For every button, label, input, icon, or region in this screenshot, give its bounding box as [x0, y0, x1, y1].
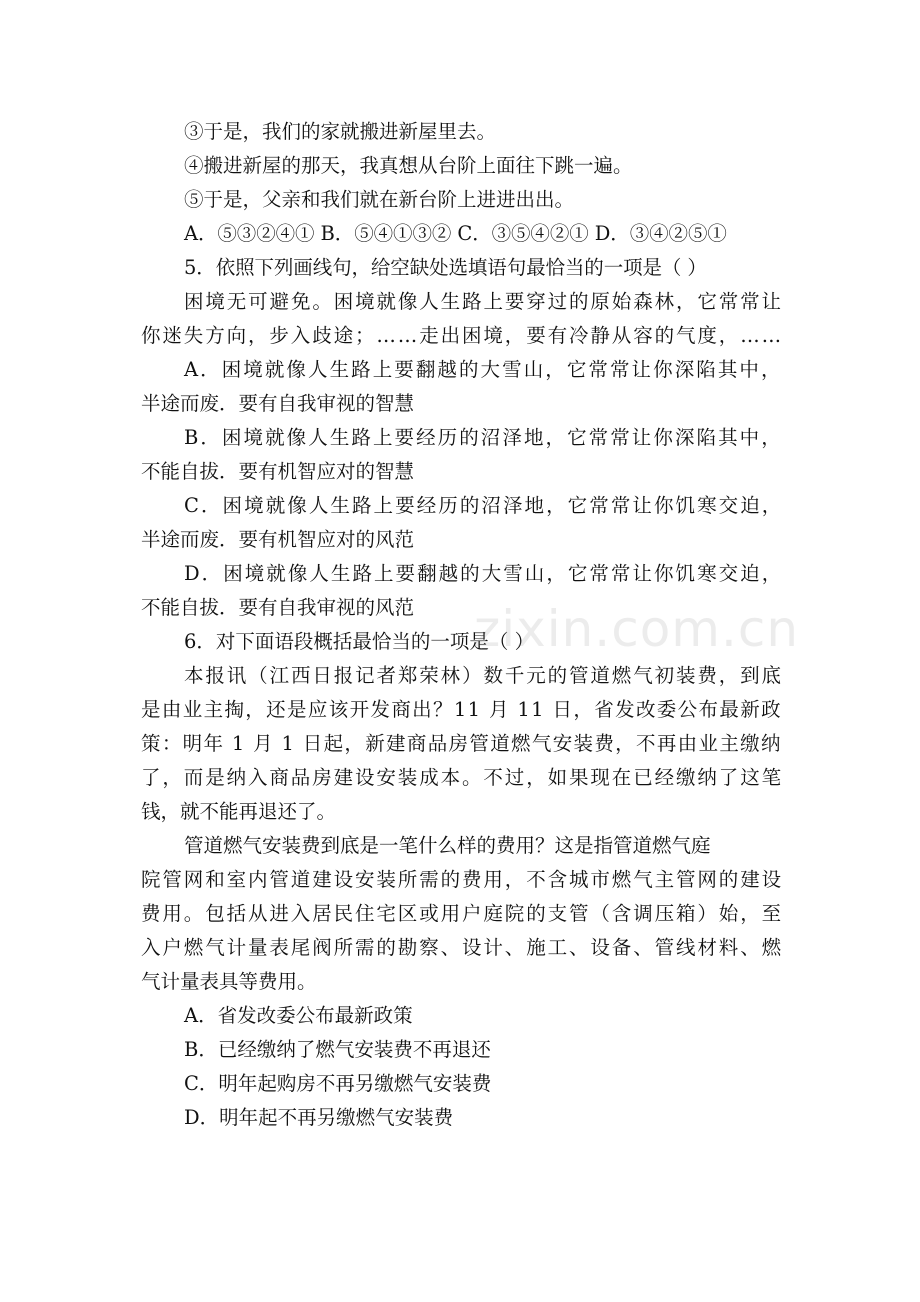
text-line: A．⑤③②④① B．⑤④①③② C．③⑤④②① D．③④②⑤①: [184, 222, 727, 245]
text-line: 策：明年 1 月 1 日起，新建商品房管道燃气安装费，不再由业主缴纳: [141, 732, 782, 755]
text-line: 费用。包括从进入居民住宅区或用户庭院的支管（含调压箱）始，至: [141, 902, 784, 925]
text-line: ⑤于是，父亲和我们就在新台阶上进进出出。: [184, 188, 575, 211]
text-line: 院管网和室内管道建设安装所需的费用，不含城市燃气主管网的建设: [141, 868, 784, 891]
text-line: 是由业主掏，还是应该开发商出？11 月 11 日，省发改委公布最新政: [141, 698, 782, 721]
question-5: 5．依照下列画线句，给空缺处选填语句最恰当的一项是（ ）: [184, 256, 707, 279]
text-line: 不能自拔．要有机智应对的智慧: [141, 460, 415, 483]
text-line: 了，而是纳入商品房建设安装成本。不过，如果现在已经缴纳了这笔: [141, 766, 784, 789]
text-line: 钱，就不能再退还了。: [141, 800, 337, 823]
option-a: A．省发改委公布最新政策: [184, 1004, 413, 1027]
option-a: A．困境就像人生路上要翻越的大雪山，它常常让你深陷其中，: [184, 358, 783, 381]
option-b: B．已经缴纳了燃气安装费不再退还: [184, 1038, 491, 1061]
option-c: C．明年起购房不再另缴燃气安装费: [184, 1072, 492, 1095]
option-c: C．困境就像人生路上要经历的沼泽地，它常常让你饥寒交迫，: [184, 494, 784, 517]
text-line: 半途而废．要有机智应对的风范: [141, 528, 415, 551]
text-line: 你迷失方向，步入歧途；……走出困境，要有冷静从容的气度，……: [141, 324, 784, 347]
option-d: D．困境就像人生路上要翻越的大雪山，它常常让你饥寒交迫，: [184, 562, 784, 585]
text-line: 入户燃气计量表尾阀所需的勘察、设计、施工、设备、管线材料、燃: [141, 936, 784, 959]
text-line: 气计量表具等费用。: [141, 970, 317, 993]
text-line: 半途而废．要有自我审视的智慧: [141, 392, 415, 415]
text-line: 不能自拔．要有自我审视的风范: [141, 596, 415, 619]
text-line: ③于是，我们的家就搬进新屋里去。: [184, 120, 497, 143]
option-d: D．明年起不再另缴燃气安装费: [184, 1106, 454, 1129]
text-line: 管道燃气安装费到底是一笔什么样的费用？这是指管道燃气庭: [184, 834, 711, 857]
option-b: B．困境就像人生路上要经历的沼泽地，它常常让你深陷其中，: [184, 426, 783, 449]
text-line: 困境无可避免。困境就像人生路上要穿过的原始森林，它常常让: [184, 290, 783, 313]
text-line: 本报讯（江西日报记者郑荣林）数千元的管道燃气初装费，到底: [184, 664, 783, 687]
watermark: zixin.com.cn: [474, 600, 800, 658]
question-6: 6．对下面语段概括最恰当的一项是（ ）: [184, 630, 535, 653]
text-line: ④搬进新屋的那天，我真想从台阶上面往下跳一遍。: [184, 154, 633, 177]
